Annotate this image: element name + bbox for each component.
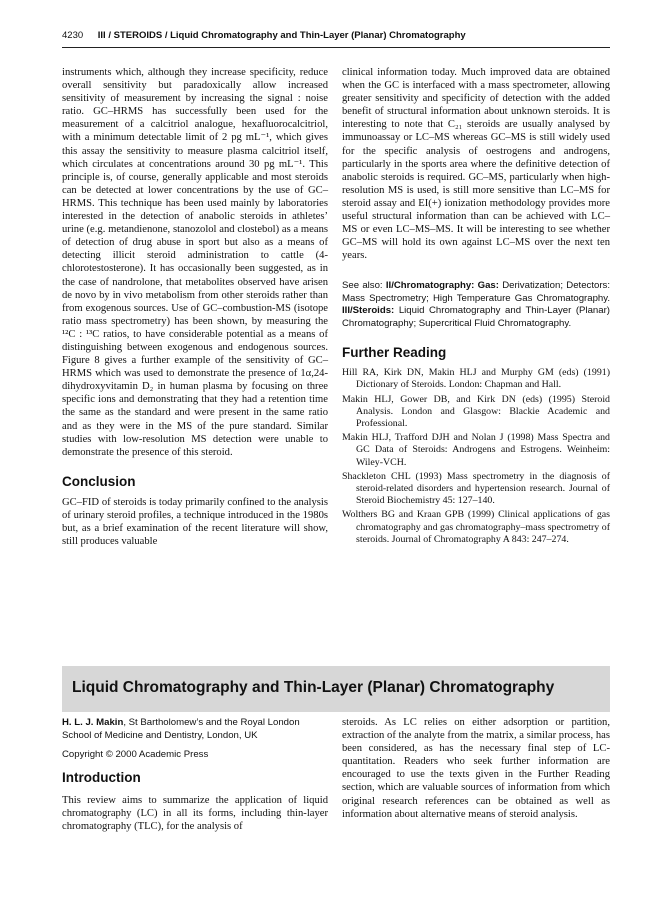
see-also — [342, 280, 610, 330]
copyright-line: Copyright © 2000 Academic Press — [62, 749, 209, 760]
body-paragraph: clinical information today. Much improved data are obtained when the GC is interfaced with a mass spectrometer, allowing greater sensitivity and specificity of detection with the added benefit of structural information about unknown steroids. It is interesting to note that C₂₁ steroids are usually analysed by immunoassay or LC–MS whereas GC–MS is still widely used for the specific analysis of oestrogens and androgens, particularly in the sports area where the definitive detection of anabolic steroids is required. GC–MS, particularly when high-resolution MS is used, is still more sensitive than LC–MS for steroid assay and EI(+) ionization methodology provides more useful structural information than can be achieved with LC–MS or even LC–MS–MS. It will be interesting to see whether GC–MS will hold its own against LC–MS over the next ten years. — [342, 67, 610, 262]
author-affiliation: , St Bartholomew’s and the Royal London School of Medicine and Dentistry, London, UK — [62, 717, 300, 741]
article-front-matter — [62, 716, 328, 833]
see-also-label: See also: — [342, 280, 383, 292]
introduction-paragraph: This review aims to summarize the application of liquid chromatography (LC) in all its forms, including thin-layer chromatography (TLC), for the analysis of — [62, 795, 328, 833]
right-column — [342, 66, 610, 548]
article-title: Liquid Chromatography and Thin-Layer (Planar) Chromatography — [72, 679, 555, 696]
see-also-text: Derivatization; Detectors: Mass Spectrometry; High Temperature Gas Chromatography. — [342, 280, 610, 304]
running-header — [62, 30, 610, 44]
conclusion-paragraph: GC–FID of steroids is today primarily confined to the analysis of urinary steroid profiles, a technique introduced in the 1980s but, as a brief examination of the recent literature will show, still produces valuable — [62, 496, 328, 548]
conclusion-heading: Conclusion — [62, 473, 136, 489]
further-reading-heading: Further Reading — [342, 345, 447, 361]
reference-item: Makin HLJ, Gower DB, and Kirk DN (eds) (1995) Steroid Analysis. London and Glasgow: Blackie Academic and Professional. — [342, 393, 610, 429]
article-intro-continued — [342, 716, 610, 821]
left-column — [62, 66, 328, 548]
see-also-link[interactable]: II/Chromatography: Gas: — [385, 280, 499, 292]
reference-item: Wolthers BG and Kraan GPB (1999) Clinical applications of gas chromatography and gas chromatography–mass spectrometry of steroids. Journal of Chromatography A 843: 247–274. — [342, 509, 610, 545]
see-also-text: Liquid Chromatography and Thin-Layer (Planar) Chromatography; Supercritical Fluid Chromatography. — [342, 305, 610, 329]
body-paragraph: instruments which, although they increase specificity, reduce overall sensitivity but paradoxically allow increased sensitivity of measurement by increasing the signal : noise ratio. GC–HRMS has successfully been used for the measurement of a calcitriol analogue, hexafluorocalcitriol, with a minimum detectable limit of 2 pg mL⁻¹, which gives this assay the sensitivity to measure plasma calcitriol itself, which circulates at concentrations around 30 pg mL⁻¹. This principle is, of course, generally applicable and most steroids can be detected at lower concentrations by the use of GC–HRMS. This technique has been used mainly by laboratories interested in the detection of anabolic steroids in athletes’ urine (e.g. metandienone, stanozolol and clostebol) as a means of detection of drug abuse in sport but also as a means of detecting illicit steroid administration to cattle (4-chlorotestosterone). It has occasionally been suggested, as in the case of nandrolone, that metabolites observed have arisen de novo by in vivo metabolism from other steroids rather than from exogenous sources. Use of GC–combustion-MS (isotope ratio mass spectrometry) has been shown, by measuring the ¹²C : ¹³C ratios, to have considerable potential as a means of distinguishing between exogenous and endogenous sources. Figure 8 gives a further example of the sensitivity of GC–HRMS which was used to demonstrate the presence of 1α,24-dihydroxyvitamin D₂ in human plasma by focusing on three specific ions and demonstrating that they had a retention time the same as the standard and were present in the same ratio and as they were in the MS of the pure standard. Similar studies with low-resolution MS detection were unable to demonstrate the presence of this steroid. — [62, 67, 328, 458]
author-line — [62, 716, 328, 742]
running-title: III / STEROIDS / Liquid Chromatography and Thin-Layer (Planar) Chromatography — [97, 30, 466, 41]
author-name: H. L. J. Makin — [62, 717, 124, 728]
reference-item: Shackleton CHL (1993) Mass spectrometry in the diagnosis of steroid-related disorders and hypertension research. Journal of Steroid Biochemistry 45: 127–140. — [342, 470, 610, 507]
header-rule — [62, 47, 610, 48]
article-title-banner — [62, 666, 610, 712]
page-number: 4230 — [62, 30, 84, 41]
see-also-link[interactable]: III/Steroids: — [342, 305, 395, 317]
introduction-heading: Introduction — [62, 770, 141, 785]
reference-item: Makin HLJ, Trafford DJH and Nolan J (1998) Mass Spectra and GC Data of Steroids: Androgens and Estrogens. Weinheim: Wiley-VCH. — [342, 432, 610, 468]
reference-list — [342, 367, 610, 546]
reference-item: Hill RA, Kirk DN, Makin HLJ and Murphy GM (eds) (1991) Dictionary of Steroids. London: Chapman and Hall. — [342, 367, 610, 391]
body-paragraph: steroids. As LC relies on either adsorption or partition, extraction of the analyte from the matrix, a similar process, has been considered, as has the necessary final step of LC-quantitation. Readers who seek further information are encouraged to use the texts given in the Further Reading section, which are valuable sources of information from which original research references can be obtained as well as information about alternative means of steroid analysis. — [342, 717, 610, 820]
